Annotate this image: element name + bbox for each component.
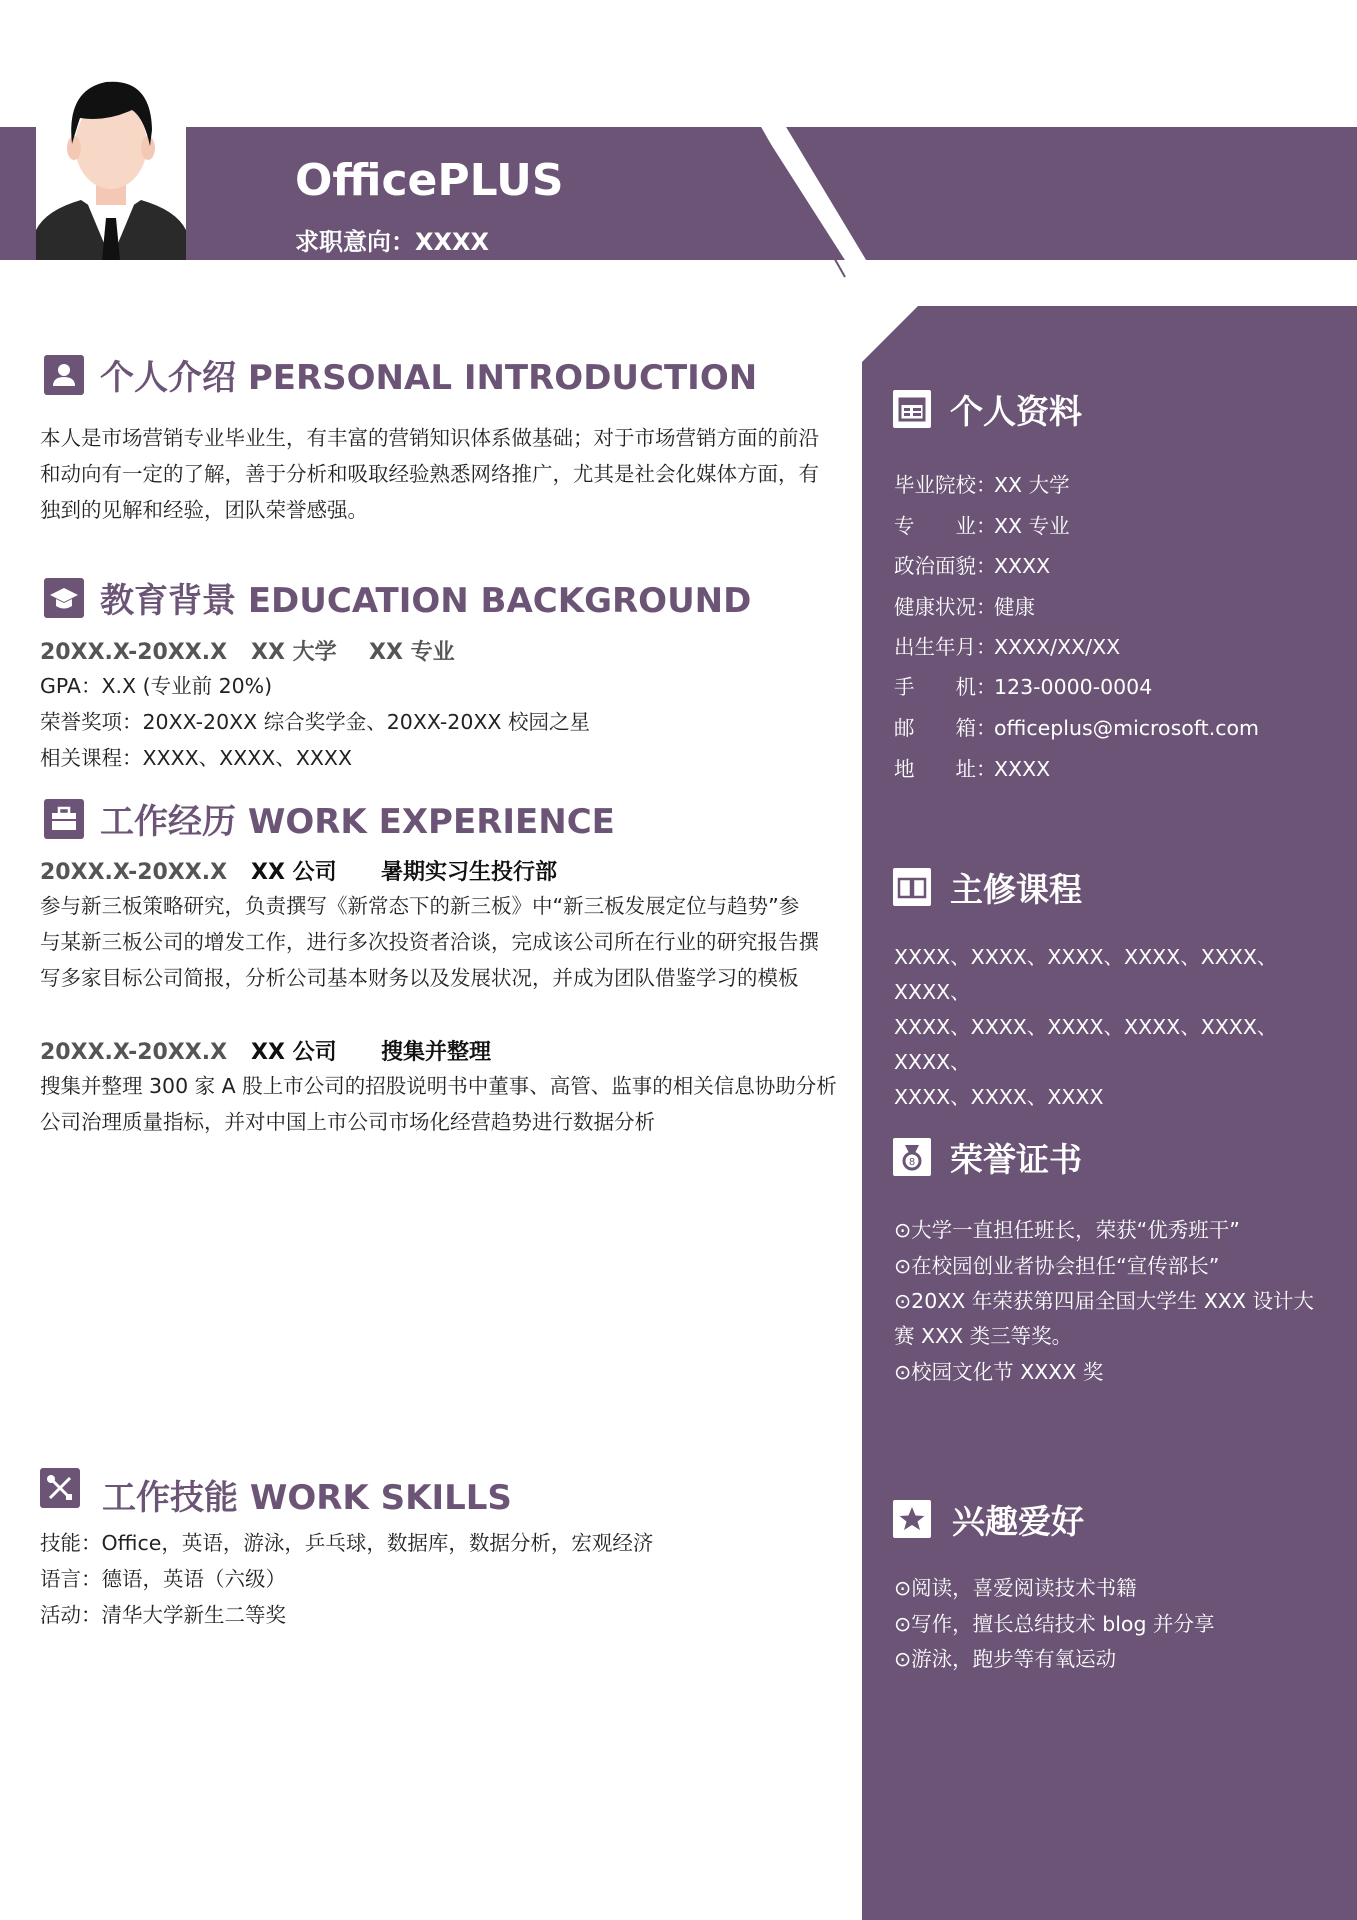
star-icon: [893, 1500, 931, 1538]
work-title: 工作经历 WORK EXPERIENCE: [100, 802, 615, 842]
briefcase-icon: [44, 799, 84, 839]
honors-title: 荣誉证书: [950, 1140, 1082, 1179]
profile-row: 地 址：XXXX: [894, 757, 1051, 781]
education-details: GPA：X.X (专业前 20%) 荣誉奖项：20XX-20XX 综合奖学金、20XX-20XX 校园之星 相关课程：XXXX、XXXX、XXXX: [40, 674, 590, 770]
courses-list: XXXX、XXXX、XXXX、XXXX、XXXX、XXXX、 XXXX、XXXX、XXXX、XXXX、XXXX、XXXX、 XXXX、XXXX、XXXX: [894, 945, 1278, 1109]
medal-icon: [893, 1138, 931, 1176]
profile-row: 专 业：XX 专业: [894, 514, 1070, 538]
calendar-card-icon: [893, 390, 931, 428]
profile-row: 政治面貌：XXXX: [894, 554, 1051, 578]
candidate-name: OfficePLUS: [295, 155, 564, 206]
profile-row: 手 机：123-0000-0004: [894, 675, 1153, 699]
honor-item: ⊙在校园创业者协会担任“宣传部长”: [894, 1254, 1220, 1278]
person-icon: [44, 355, 84, 395]
skills-title: 工作技能 WORK SKILLS: [102, 1478, 512, 1518]
svg-text:8: 8: [908, 1157, 916, 1168]
profile-title: 个人资料: [950, 392, 1082, 431]
intro-title: 个人介绍 PERSONAL INTRODUCTION: [100, 358, 758, 398]
education-row: 20XX.X-20XX.X XX 大学 XX 专业: [40, 640, 455, 665]
profile-row: 出生年月：XXXX/XX/XX: [894, 635, 1121, 659]
education-title: 教育背景 EDUCATION BACKGROUND: [100, 581, 752, 621]
open-book-icon: [893, 868, 931, 906]
work-description: 搜集并整理 300 家 A 股上市公司的招股说明书中董事、高管、监事的相关信息协助分析 公司治理质量指标，并对中国上市公司市场化经营趋势进行数据分析: [40, 1074, 837, 1134]
honor-item: ⊙大学一直担任班长，荣获“优秀班干”: [894, 1218, 1240, 1242]
hobby-item: ⊙写作，擅长总结技术 blog 并分享: [894, 1612, 1215, 1636]
skills-list: 技能：Office，英语，游泳，乒乓球，数据库，数据分析，宏观经济 语言：德语，英语（六级） 活动：清华大学新生二等奖: [40, 1531, 654, 1627]
honor-item: ⊙校园文化节 XXXX 奖: [894, 1360, 1104, 1384]
profile-row: 毕业院校：XX 大学: [894, 473, 1070, 497]
job-intention: 求职意向：XXXX: [295, 228, 490, 256]
work-row: 20XX.X-20XX.X XX 公司 暑期实习生投行部: [40, 860, 558, 885]
tools-icon: [40, 1468, 80, 1508]
avatar-photo: [36, 60, 186, 260]
courses-title: 主修课程: [950, 870, 1082, 909]
profile-row: 邮 箱：officeplus@microsoft.com: [894, 716, 1259, 740]
header-banner: [0, 127, 1357, 279]
work-description: 参与新三板策略研究，负责撰写《新常态下的新三板》中“新三板发展定位与趋势”参 与某新三板公司的增发工作，进行多次投资者洽谈，完成该公司所在行业的研究报告撰 写多家目标公司简报，分析公司基本财务以及发展状况，并成为团队借鉴学习的模板: [40, 894, 819, 990]
hobby-item: ⊙游泳，跑步等有氧运动: [894, 1647, 1117, 1671]
honor-item: ⊙20XX 年荣获第四届全国大学生 XXX 设计大赛 XXX 类三等奖。: [894, 1289, 1315, 1348]
hobby-item: ⊙阅读，喜爱阅读技术书籍: [894, 1576, 1137, 1600]
intro-paragraph: 本人是市场营销专业毕业生，有丰富的营销知识体系做基础；对于市场营销方面的前沿 和动向有一定的了解，善于分析和吸取经验熟悉网络推广，尤其是社会化媒体方面，有 独到的见解和经验，团队荣誉感强。: [40, 426, 819, 522]
work-row: 20XX.X-20XX.X XX 公司 搜集并整理: [40, 1040, 492, 1065]
avatar: [36, 60, 186, 260]
profile-row: 健康状况：健康: [894, 595, 1035, 619]
hobbies-title: 兴趣爱好: [952, 1502, 1084, 1541]
graduation-cap-icon: [44, 578, 84, 618]
